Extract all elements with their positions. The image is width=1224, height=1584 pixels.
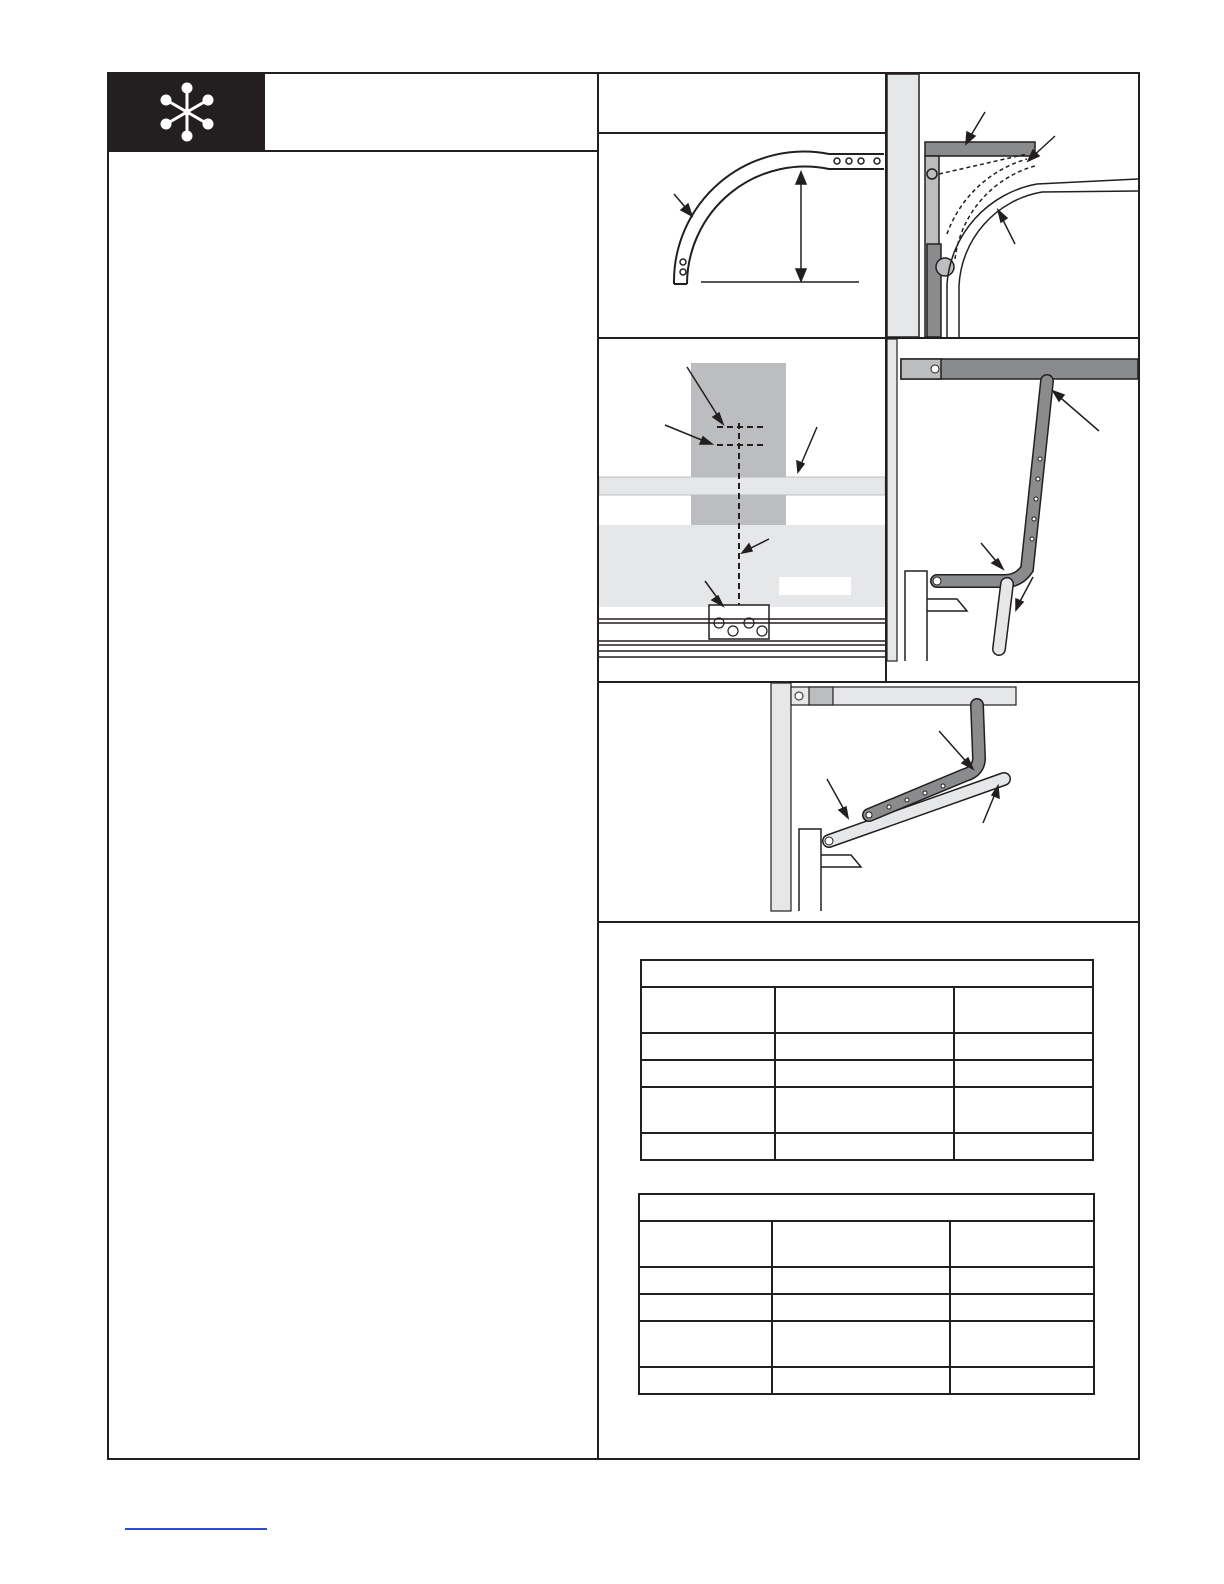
data-table-2 — [638, 1193, 1095, 1395]
figure-door-arm-open — [599, 683, 1138, 921]
section-title — [280, 95, 580, 125]
snowflake-icon — [109, 74, 265, 151]
data-table-1 — [640, 959, 1094, 1161]
footer-link[interactable] — [125, 1528, 267, 1530]
section-header-tab — [109, 74, 265, 151]
figure-header-bracket — [887, 74, 1138, 337]
body-text — [125, 170, 580, 1440]
figure-rule-4 — [597, 921, 1140, 923]
header-rule — [107, 150, 598, 152]
figure-curved-track — [599, 134, 885, 337]
figure-door-centerline — [599, 339, 885, 681]
figure-door-arm-closed — [887, 339, 1138, 681]
